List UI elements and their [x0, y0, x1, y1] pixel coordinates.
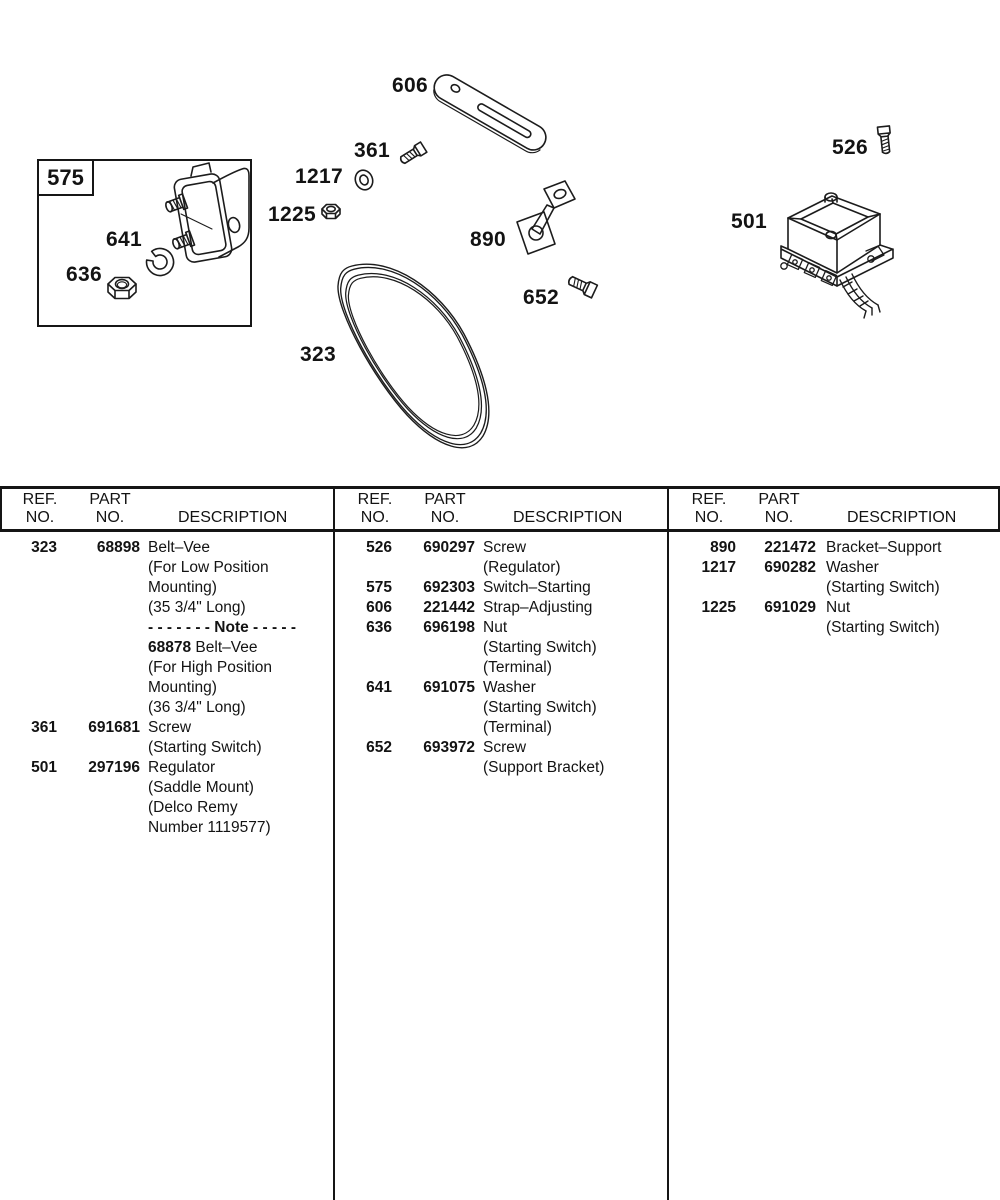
header-description: DESCRIPTION [513, 509, 623, 526]
ref-no-cell: 606 [366, 599, 392, 616]
ref-no-cell: 1217 [701, 559, 736, 576]
ref-label-652: 652 [523, 286, 559, 309]
description-cell [826, 538, 941, 558]
header-no: NO. [430, 509, 460, 526]
table-header [335, 486, 666, 530]
strap-adjusting-606-icon [428, 70, 550, 157]
description-line: (Delco Remy [148, 799, 238, 816]
header-part: PART [424, 491, 466, 508]
header-ref: REF. [691, 491, 727, 508]
description-line: (Saddle Mount) [148, 779, 254, 796]
description-cell [826, 598, 940, 638]
header-no: NO. [360, 509, 390, 526]
bracket-support-890-icon [517, 181, 575, 254]
part-no-cell: 68898 [96, 539, 140, 556]
part-no-cell: 690297 [423, 539, 475, 556]
description-cell [148, 758, 271, 838]
table-row [335, 618, 666, 678]
table-column-2 [335, 486, 666, 1200]
description-line: (For Low Position [148, 559, 269, 576]
screw-526-icon [877, 126, 892, 154]
header-ref: REF. [357, 491, 393, 508]
description-line: Number 1119577) [148, 819, 271, 836]
ref-no-cell: 1225 [701, 599, 736, 616]
description-cell [483, 598, 592, 618]
part-no-cell: 691681 [88, 719, 140, 736]
description-line: (For High Position [148, 659, 273, 676]
description-line: Screw [483, 739, 527, 756]
table-row [669, 538, 1000, 558]
screw-652-icon [566, 273, 597, 297]
table-row [335, 538, 666, 578]
table-header [0, 486, 331, 530]
description-line: Mounting) [148, 579, 217, 596]
table-row [669, 558, 1000, 598]
ref-no-cell: 526 [366, 539, 392, 556]
parts-diagram [0, 0, 1000, 486]
description-line: (Support Bracket) [483, 759, 605, 776]
ref-no-cell: 361 [31, 719, 57, 736]
header-part-no [753, 491, 805, 527]
part-no-cell: 693972 [423, 739, 475, 756]
description-cell [483, 538, 561, 578]
description-line: Nut [483, 619, 508, 636]
header-no: NO. [95, 509, 125, 526]
header-no: NO. [25, 509, 55, 526]
description-line: (Starting Switch) [483, 699, 597, 716]
part-no-cell: 221442 [423, 599, 475, 616]
washer-1217-icon [352, 168, 375, 193]
description-line: Screw [483, 539, 527, 556]
description-line: Mounting) [148, 679, 217, 696]
description-cell [483, 618, 597, 678]
ref-label-1217: 1217 [295, 165, 343, 188]
part-no-cell: 691029 [764, 599, 816, 616]
description-line: Washer [826, 559, 879, 576]
description-line: (Terminal) [483, 719, 552, 736]
part-no-cell: 221472 [764, 539, 816, 556]
ref-label-526: 526 [832, 136, 868, 159]
ref-label-361: 361 [354, 139, 390, 162]
ref-no-cell: 641 [366, 679, 392, 696]
table-body [0, 538, 331, 838]
belt-vee-323-icon [338, 264, 489, 447]
description-line: (Starting Switch) [483, 639, 597, 656]
description-line: (Starting Switch) [826, 619, 940, 636]
table-row [335, 598, 666, 618]
header-part-no [419, 491, 471, 527]
ref-label-890: 890 [470, 228, 506, 251]
description-cell [483, 738, 604, 778]
ref-no-cell: 575 [366, 579, 392, 596]
part-no-cell: 690282 [764, 559, 816, 576]
header-ref-no [349, 491, 401, 527]
description-line: (36 3/4" Long) [148, 699, 246, 716]
table-row [669, 598, 1000, 638]
ref-label-501: 501 [731, 210, 767, 233]
description-line: Switch–Starting [483, 579, 591, 596]
description-cell [483, 678, 597, 738]
regulator-501-icon [781, 193, 893, 318]
description-line: (Starting Switch) [826, 579, 940, 596]
ref-label-641: 641 [106, 228, 142, 251]
ref-no-cell: 501 [31, 759, 57, 776]
screw-361-icon [398, 142, 427, 166]
part-no-cell: 297196 [88, 759, 140, 776]
description-cell [826, 558, 940, 598]
table-row [0, 758, 331, 838]
table-row [335, 578, 666, 598]
description-line: Bracket–Support [826, 539, 942, 556]
description-line: - - - - - - - Note - - - - - [148, 619, 297, 636]
ref-no-cell: 652 [366, 739, 392, 756]
header-description: DESCRIPTION [847, 509, 957, 526]
part-no-cell: 692303 [423, 579, 475, 596]
table-row [0, 538, 331, 718]
ref-no-cell: 323 [31, 539, 57, 556]
header-part-no [84, 491, 136, 527]
nut-1225-icon [322, 205, 340, 219]
description-line: Screw [148, 719, 192, 736]
description-line: 68878 Belt–Vee [148, 639, 258, 656]
table-row [0, 718, 331, 758]
part-no-cell: 691075 [423, 679, 475, 696]
description-line: Belt–Vee [148, 539, 211, 556]
table-column-3 [669, 486, 1000, 1200]
description-line: Regulator [148, 759, 216, 776]
ref-no-cell: 636 [366, 619, 392, 636]
description-line: Nut [826, 599, 851, 616]
inset-box-575 [37, 159, 252, 327]
header-part: PART [89, 491, 131, 508]
description-cell [148, 538, 296, 718]
header-part: PART [758, 491, 800, 508]
description-line: (35 3/4" Long) [148, 599, 246, 616]
description-cell [148, 718, 262, 758]
description-line: (Terminal) [483, 659, 552, 676]
inset-box-label [37, 159, 94, 196]
table-header [669, 486, 1000, 530]
table-column-1 [0, 486, 331, 1200]
header-no: NO. [694, 509, 724, 526]
description-line: (Regulator) [483, 559, 561, 576]
ref-no-cell: 890 [710, 539, 736, 556]
description-line: Strap–Adjusting [483, 599, 593, 616]
part-no-cell: 696198 [423, 619, 475, 636]
ref-label-606: 606 [392, 74, 428, 97]
table-row [335, 678, 666, 738]
header-ref-no [14, 491, 66, 527]
table-body [335, 538, 666, 778]
table-body [669, 538, 1000, 638]
header-no: NO. [764, 509, 794, 526]
description-line: (Starting Switch) [148, 739, 262, 756]
ref-label-575: 575 [47, 164, 84, 190]
header-description: DESCRIPTION [178, 509, 288, 526]
description-cell [483, 578, 591, 598]
table-row [335, 738, 666, 778]
ref-label-323: 323 [300, 343, 336, 366]
header-ref: REF. [22, 491, 58, 508]
header-ref-no [683, 491, 735, 527]
ref-label-636: 636 [66, 263, 102, 286]
description-line: Washer [483, 679, 536, 696]
ref-label-1225: 1225 [268, 203, 316, 226]
